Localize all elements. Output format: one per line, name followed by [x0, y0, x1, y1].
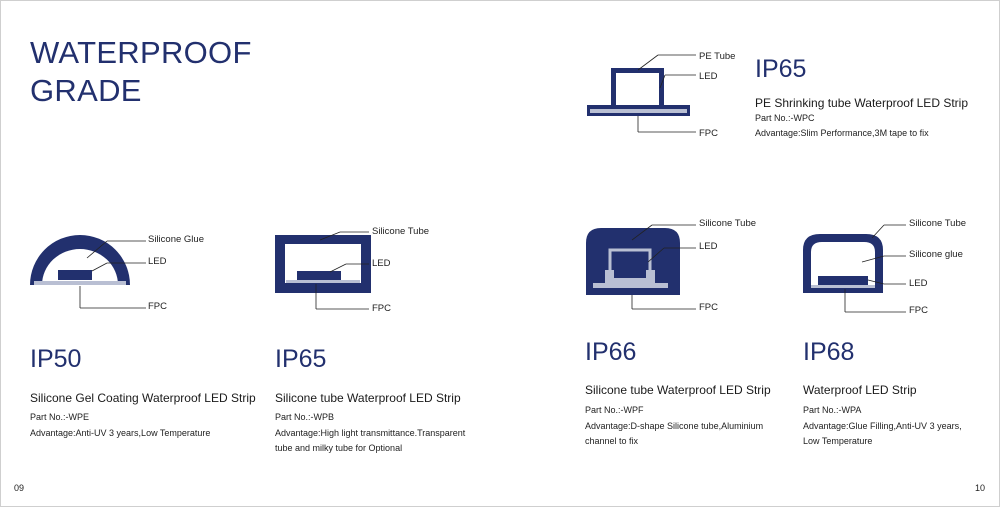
gel-led — [58, 270, 92, 280]
title-line-1: WATERPROOF — [30, 35, 252, 70]
grade-ip65-pe: IP65 — [755, 55, 807, 83]
advantage-text-cont: channel to fix — [585, 436, 639, 446]
advantage-text-cont: tube and milky tube for Optional — [275, 443, 403, 453]
page-number-left: 09 — [14, 483, 25, 493]
label-led: LED — [148, 256, 167, 267]
label-led: LED — [372, 258, 391, 269]
pe-fpc — [590, 109, 687, 113]
d-shape-tube-diagram — [586, 225, 696, 309]
grade-ip66: IP66 — [585, 338, 637, 366]
gel-coating-diagram — [30, 235, 146, 308]
grade-ip68: IP68 — [803, 338, 855, 366]
d-led — [614, 252, 646, 278]
advantage-text: Advantage:Anti-UV 3 years,Low Temperature — [30, 428, 211, 438]
product-name: Silicone Gel Coating Waterproof LED Strip — [30, 391, 256, 405]
advantage-text: Advantage:High light transmittance.Transparent — [275, 428, 466, 438]
gel-fpc — [34, 281, 126, 285]
silicone-tube-diagram — [275, 232, 371, 309]
glue-led — [818, 276, 868, 285]
title-line-2: GRADE — [30, 73, 142, 108]
part-number: Part No.:-WPF — [585, 405, 644, 415]
label-silicone-tube: Silicone Tube — [372, 226, 430, 237]
part-number: Part No.:-WPE — [30, 412, 90, 422]
advantage-text-cont: Low Temperature — [803, 436, 873, 446]
label-led: LED — [909, 278, 928, 289]
pe-tube-diagram — [587, 55, 696, 132]
product-name: Silicone tube Waterproof LED Strip — [275, 391, 461, 405]
part-number: Part No.:-WPB — [275, 412, 335, 422]
grade-ip65-silicone: IP65 — [275, 345, 327, 373]
part-number: Part No.:-WPA — [803, 405, 862, 415]
part-number: Part No.:-WPC — [755, 113, 815, 123]
label-fpc: FPC — [372, 303, 391, 314]
pe-tube-inner — [616, 73, 659, 105]
advantage-text: Advantage:Glue Filling,Anti-UV 3 years, — [803, 421, 962, 431]
glue-fpc — [811, 285, 875, 288]
label-fpc: FPC — [699, 302, 718, 313]
page-number-right: 10 — [975, 483, 986, 493]
label-silicone-tube: Silicone Tube — [699, 218, 757, 229]
grade-ip50: IP50 — [30, 345, 82, 373]
label-fpc: FPC — [148, 301, 167, 312]
label-fpc: FPC — [909, 305, 928, 316]
sil-led — [297, 271, 341, 280]
advantage-text: Advantage:D-shape Silicone tube,Aluminium — [585, 421, 764, 431]
sil-fpc — [286, 280, 360, 283]
product-name: PE Shrinking tube Waterproof LED Strip — [755, 96, 968, 110]
label-silicone-glue: Silicone Glue — [148, 234, 204, 245]
label-pe-tube: PE Tube — [699, 51, 736, 62]
label-silicone-glue: Silicone glue — [909, 249, 963, 260]
label-fpc: FPC — [699, 128, 718, 139]
label-led: LED — [699, 71, 718, 82]
product-name: Waterproof LED Strip — [803, 383, 917, 397]
glue-filling-diagram — [803, 225, 906, 312]
label-silicone-tube: Silicone Tube — [909, 218, 967, 229]
advantage-text: Advantage:Slim Performance,3M tape to fix — [755, 128, 929, 138]
label-led: LED — [699, 241, 718, 252]
product-name: Silicone tube Waterproof LED Strip — [585, 383, 771, 397]
